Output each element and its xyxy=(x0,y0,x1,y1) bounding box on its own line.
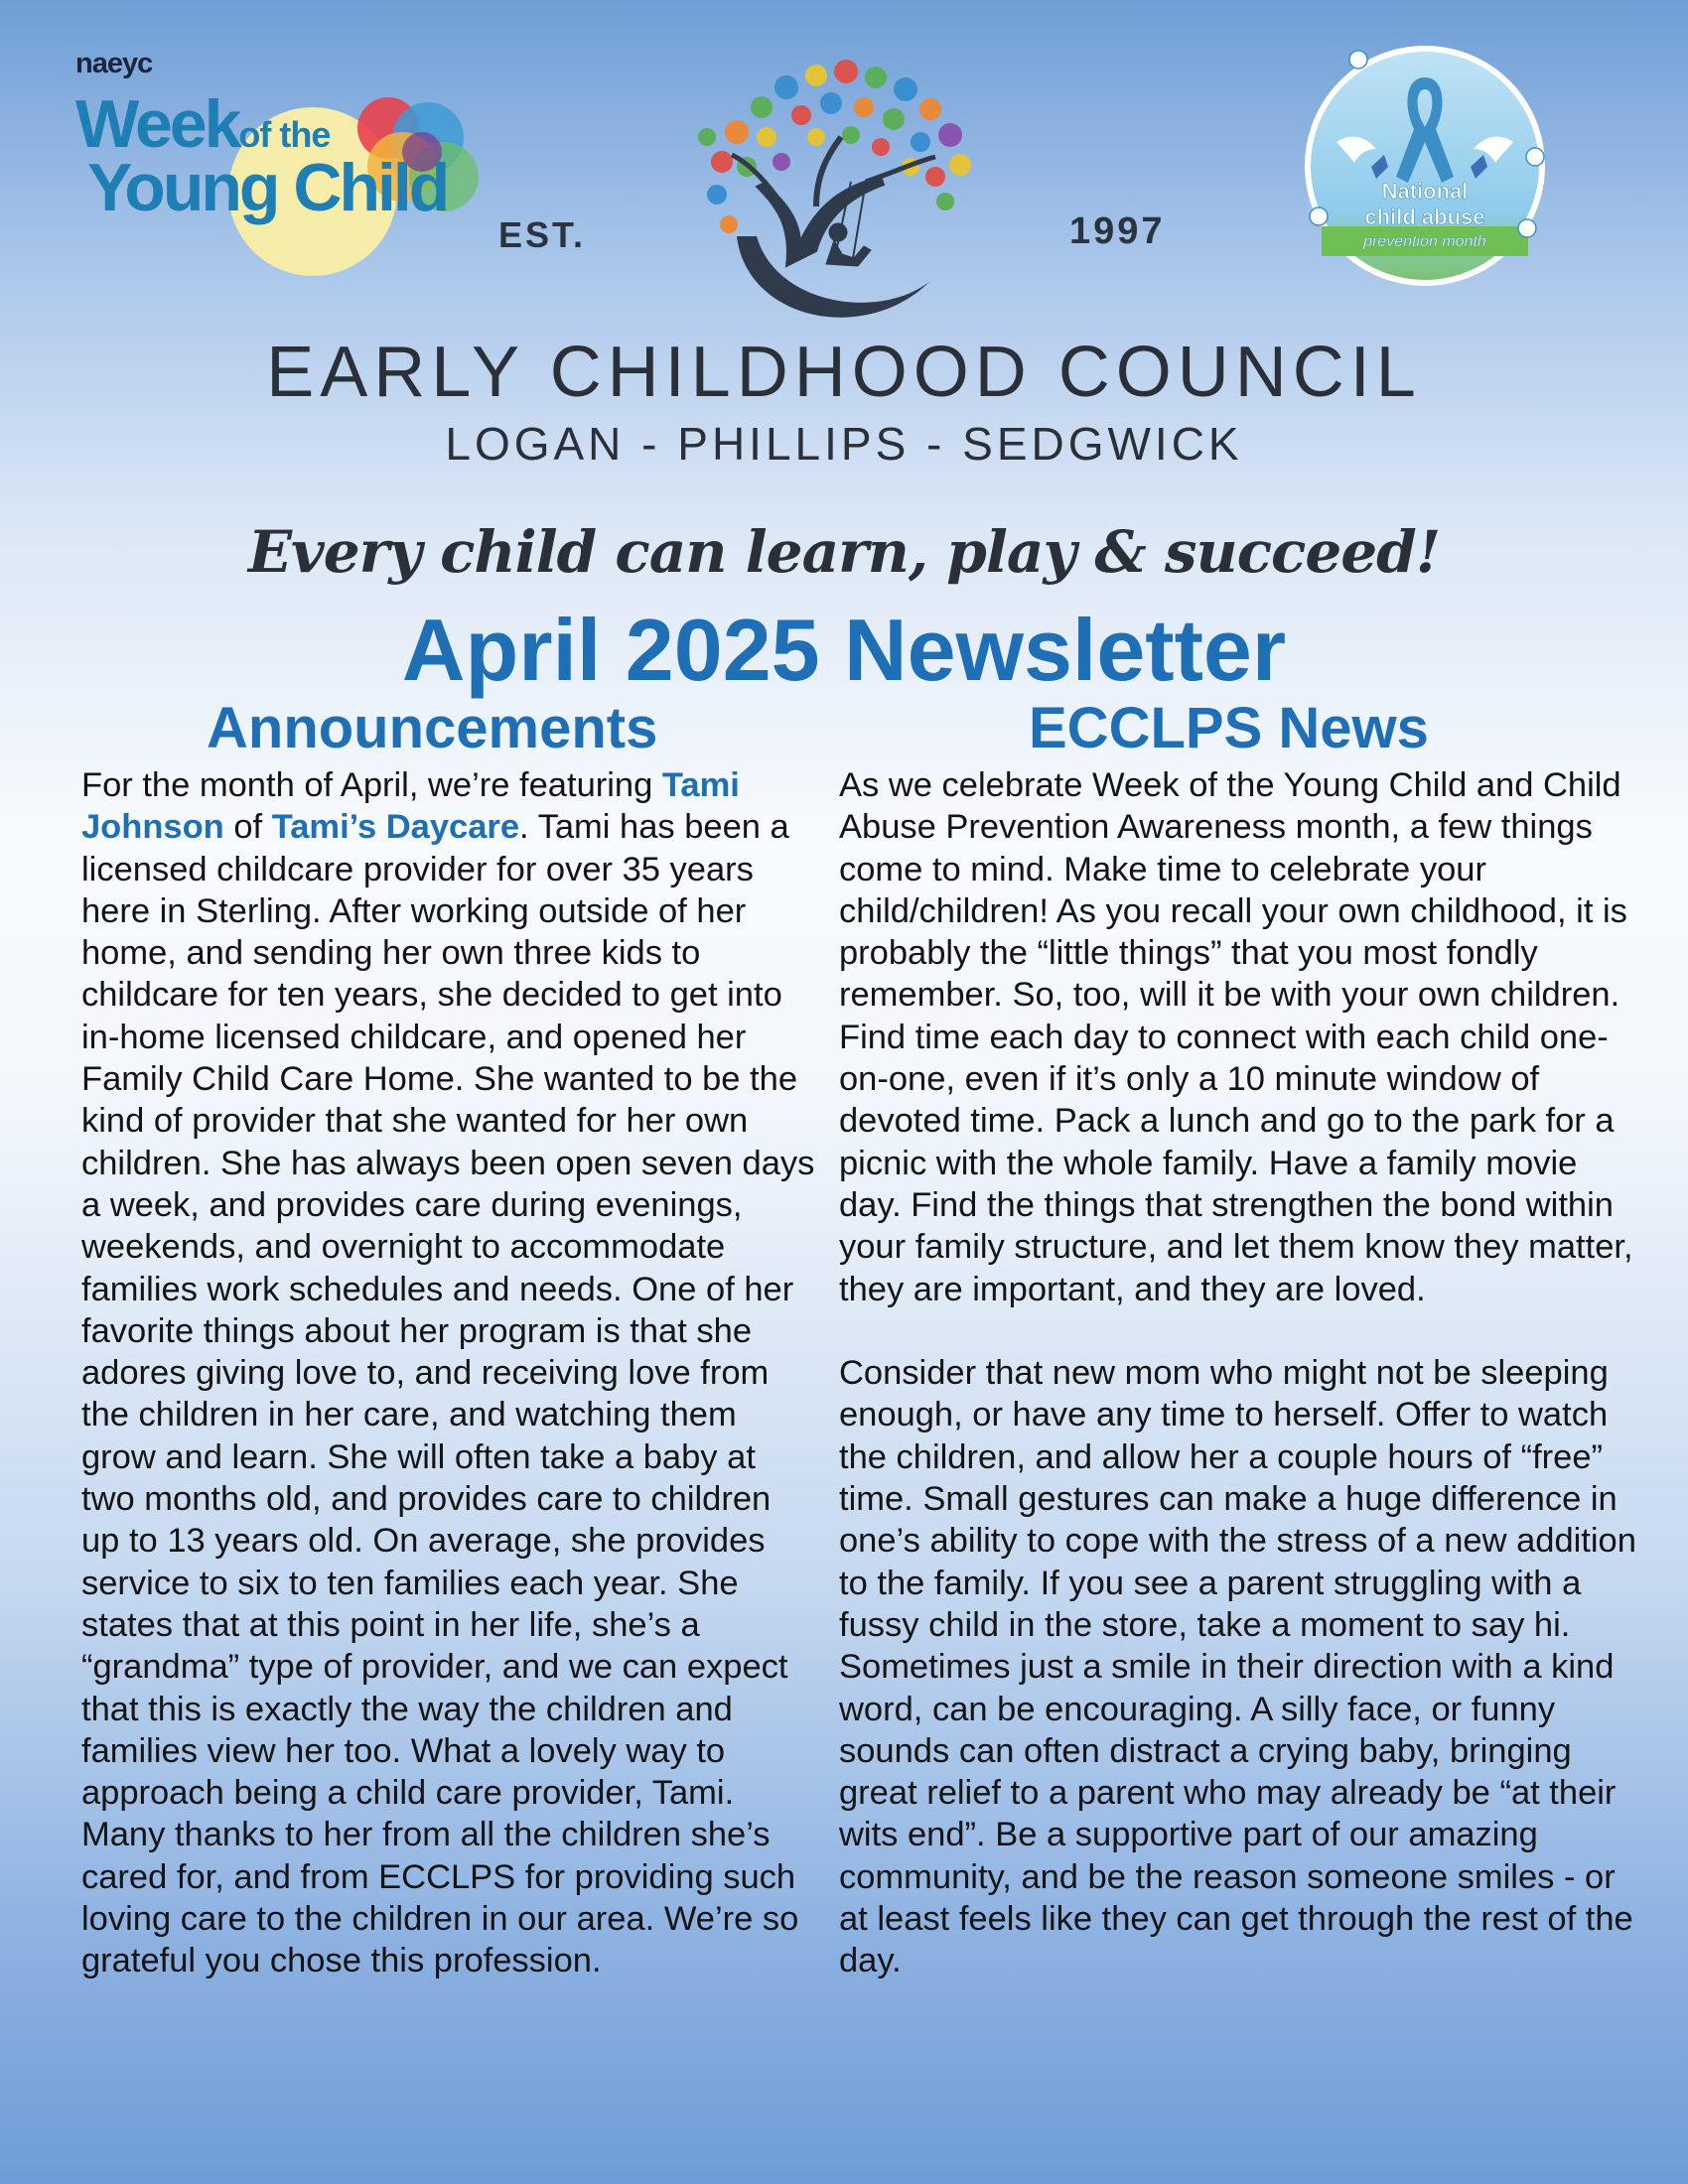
week-of-the-young-child-logo xyxy=(70,48,487,266)
ecclps-news-column xyxy=(839,764,1648,1982)
paragraph-gap xyxy=(839,1310,1648,1352)
naeyc-wordmark: naeyc xyxy=(75,48,153,79)
announcements-column xyxy=(81,764,816,1982)
est-year: 1997 xyxy=(1069,210,1166,252)
child-on-swing xyxy=(826,182,871,266)
announcements-body: . Tami has been a licensed childcare provider for over 35 years here in Sterling. After working outside of her home, and sending her own three kids to childcare for ten years, she decided to get into in-home licensed childcare, and opened her Family Child Care Home. She wanted to be the kind of provider that she wanted for her own children. She has always been open seven days a week, and provides care during evenings, weekends, and overnight to accommodate families work schedules and needs. One of her favorite things about her program is that she adores giving love to, and receiving love from the children in her care, and watching them grow and learn. She will often take a baby at two months old, and provides care to children up to 13 years old. On average, she provides service to six to ten families each year. She states that at this point in her life, she’s a “grandma” type of provider, and we can expect that this is exactly the way the children and families view her too. What a lovely way to approach being a child care provider, Tami. Many thanks to her from all the children she’s cared for, and from ECCLPS for providing such loving care to the children in our area. We’re so grateful you chose this profession. xyxy=(81,808,815,1980)
newsletter-title: April 2025 Newsletter xyxy=(401,601,1287,699)
announcements-of-text: of xyxy=(223,808,272,847)
badge-line-1: National xyxy=(1381,179,1469,204)
org-counties: LOGAN - PHILLIPS - SEDGWICK xyxy=(445,418,1243,470)
announcements-heading: Announcements xyxy=(207,696,658,760)
badge-line-3: prevention month xyxy=(1363,233,1486,250)
logo-line-young-child: Young Child xyxy=(87,150,448,225)
news-paragraph-2: Consider that new mom who might not be sleeping enough, or have any time to herself. Offer to watch the children, and allow her a couple hours of “free” time. Small gestures can make a huge difference in one’s ability to cope with the stress of a new addition to the family. If you see a parent struggling with a fussy child in the store, take a moment to say hi. Sometimes just a smile in their direction with a kind word, can be encouraging. A silly face, or funny sounds can often distract a crying baby, bringing great relief to a parent who may already be “at their wits end”. Be a supportive part of our amazing community, and be the reason someone smiles - or at least feels like they can get through the rest of the day. xyxy=(839,1354,1636,1980)
logo-of-the-text: of the xyxy=(238,114,331,155)
tagline: Every child can learn, play & succeed! xyxy=(247,518,1441,586)
announcements-intro: For the month of April, we’re featuring xyxy=(81,766,662,804)
child-abuse-prevention-badge xyxy=(1297,38,1553,294)
tree-swing-logo xyxy=(667,38,1005,336)
featured-business-name: Tami’s Daycare xyxy=(271,808,520,847)
announcements-paragraph xyxy=(81,764,816,1982)
ecclps-news-heading: ECCLPS News xyxy=(1029,696,1429,760)
org-name: EARLY CHILDHOOD COUNCIL xyxy=(266,333,1422,412)
featured-provider-name: Tami Johnson xyxy=(81,766,740,847)
badge-line-2: child abuse xyxy=(1364,205,1485,229)
news-paragraph-1: As we celebrate Week of the Young Child and Child Abuse Prevention Awareness month, a few things come to mind. Make time to celebrate your child/children! As you recall your own childhood, it is probably the “little things” that you most fondly remember. So, too, will it be with your own children. Find time each day to connect with each child one-on-one, even if it’s only a 10 minute window of devoted time. Pack a lunch and go to the park for a picnic with the whole family. Have a family movie day. Find the things that strengthen the bond within your family structure, and let them know they matter, they are important, and they are loved. xyxy=(839,766,1633,1308)
est-label: EST. xyxy=(498,214,587,255)
logo-week-text: Week xyxy=(75,86,239,162)
